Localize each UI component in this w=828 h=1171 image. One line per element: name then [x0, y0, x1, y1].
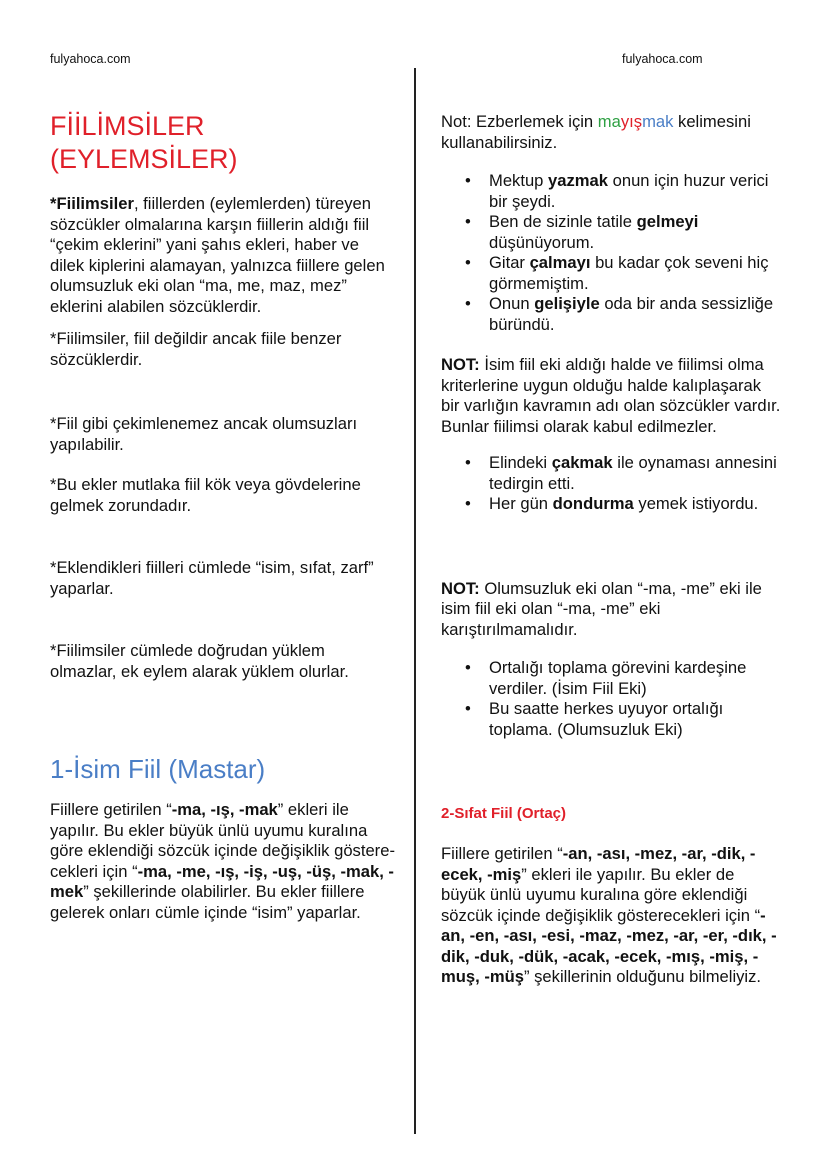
note-3: *Bu ekler mutlaka fiil kök veya gövdelerine gelmek zorundadır. — [50, 475, 361, 515]
list-item — [489, 171, 781, 212]
right-column — [441, 112, 781, 988]
item-bold-word: dondurma — [552, 494, 634, 513]
list-item — [489, 294, 781, 335]
page-title — [50, 110, 395, 176]
s1-suffixes: -ma, -ış, -mak — [171, 800, 278, 819]
item-text: yemek istiyordu. — [633, 494, 759, 513]
example-list-2 — [441, 453, 781, 515]
item-text: Onun — [489, 294, 535, 313]
item-text: bu kadar çok seveni hiç görmemiştim. — [489, 253, 769, 293]
section-2-title: 2-Sıfat Fiil (Ortaç) — [441, 805, 567, 822]
s2-suffix-variants: -an, -en, -ası, -esi, -maz, -mez, -ar, -er, -dık, -dik, -duk, -dük, -acak, -ecek, -mış, -miş, -muş, -müş — [441, 905, 777, 986]
s2-text-c: ” ekleri ile yapılır. Bu ekler de büyük ünlü uyumu kuralına göre eklendiği sözcük içinde değişiklik gösterecekleri için “ — [441, 864, 761, 925]
mnemonic-mak: mak — [642, 112, 674, 131]
note-1: *Fiilimsiler, fiil değildir ancak fiile benzer sözcüklerdir. — [50, 329, 342, 369]
item-bold-word: çalmayı — [529, 253, 591, 272]
note-text-a: Not: Ezberlemek için — [441, 112, 598, 131]
note-text-b: kelimesini kullanabilirsiniz. — [441, 112, 751, 152]
mnemonic-yis: yış — [620, 112, 643, 131]
section-1-title: 1-İsim Fiil (Mastar) — [50, 754, 266, 784]
not-label: NOT: — [441, 355, 480, 374]
item-bold-word: yazmak — [548, 171, 608, 190]
item-bold-word: gelmeyi — [636, 212, 699, 231]
note-5: *Fiilimsiler cümlede doğrudan yüklem olmazlar, ek eylem alarak yüklem olurlar. — [50, 641, 349, 681]
item-bold-word: çakmak — [551, 453, 613, 472]
s1-suffix-variants: -ma, -me, -ış, -iş, -uş, -üş, -mak, -mek — [50, 861, 394, 901]
s1-text-c: ” ekleri ile yapılır. Bu ekler büyük ünlü uyumu kuralına göre eklendiği sözcük içinde değişiklik gösterecekleri için “ — [50, 800, 395, 881]
note-2: *Fiil gibi çekimlenemez ancak olumsuzları yapılabilir. — [50, 414, 358, 454]
header-site-left: fulyahoca.com — [50, 52, 131, 66]
item-text: Mektup — [489, 171, 549, 190]
mnemonic-ma: ma — [597, 112, 621, 131]
not-paragraph-1 — [441, 355, 781, 437]
list-item — [489, 212, 781, 253]
example-list-1 — [441, 171, 781, 335]
note-4: *Eklendikleri fiilleri cümlede “isim, sıfat, zarf” yaparlar. — [50, 558, 374, 598]
title-line-1: FİİLİMSİLER — [50, 111, 205, 141]
item-bold-word: gelişiyle — [534, 294, 600, 313]
s2-text-a: Fiillere getirilen “ — [441, 844, 563, 863]
header-site-right: fulyahoca.com — [622, 52, 703, 66]
example-list-3 — [441, 658, 781, 740]
s1-text-a: Fiillere getirilen “ — [50, 800, 172, 819]
intro-paragraph — [50, 194, 395, 317]
mnemonic-note — [441, 112, 781, 153]
item-text: düşünüyorum. — [489, 232, 595, 252]
section-1-paragraph — [50, 800, 395, 923]
list-item — [489, 253, 781, 294]
title-line-2: (EYLEMSİLER) — [50, 144, 238, 174]
column-divider — [414, 68, 416, 1134]
item-text: Gitar — [489, 253, 530, 272]
item-text: ile oynaması annesini tedirgin etti. — [489, 453, 777, 493]
item-text: oda bir anda sessizliğe büründü. — [489, 294, 774, 334]
intro-text: , fiillerden (eylemlerden) türeyen sözcükler olmalarına karşın fiillerin aldığı fiil “çekim eklerini” yani şahıs ekleri, haber ve dilek kiplerini alamayan, yalnızca fiillere gelen olumsuzluk eki olan “ma, me, maz, mez” eklerini alabilen sözcüklerdir. — [50, 194, 385, 316]
s2-text-e: ” şekillerinin olduğunu bilmeliyiz. — [524, 967, 762, 986]
list-item: • Bu saatte herkes uyuyor ortalığı toplama. (Olumsuzluk Eki) — [489, 699, 781, 740]
list-item — [489, 494, 781, 515]
item-text: Ben de sizinle tatile — [489, 212, 637, 231]
list-item: • Ortalığı toplama görevini kardeşine verdiler. (İsim Fiil Eki) — [489, 658, 781, 699]
intro-bold-term: *Fiilimsiler — [50, 194, 134, 213]
s1-text-e: ” şekillerinde olabilirler. Bu ekler fiillere gelerek onları cümle içinde “isim” yaparlar. — [50, 882, 365, 922]
item-text: onun için huzur verici bir şeydi. — [489, 171, 769, 211]
item-text: Elindeki — [489, 453, 552, 472]
s2-suffixes: -an, -ası, -mez, -ar, -dik, -ecek, -miş — [441, 844, 756, 884]
not-paragraph-2 — [441, 579, 781, 641]
item-text: Her gün — [489, 494, 553, 513]
not-label: NOT: — [441, 578, 480, 598]
list-item — [489, 453, 781, 494]
not-text: Olumsuzluk eki olan “-ma, -me” eki ile isim fiil eki olan “-ma, -me” eki karıştırılmamalıdır. — [441, 578, 762, 639]
section-2-paragraph — [441, 844, 781, 988]
not-text: İsim fiil eki aldığı halde ve fiilimsi olma kriterlerine uygun olduğu halde kalıplaşarak bir varlığın kavramın adı olan sözcükler vardır. Bunlar fiilimsi olarak kabul edilmezler. — [441, 355, 781, 436]
left-column — [50, 110, 395, 923]
